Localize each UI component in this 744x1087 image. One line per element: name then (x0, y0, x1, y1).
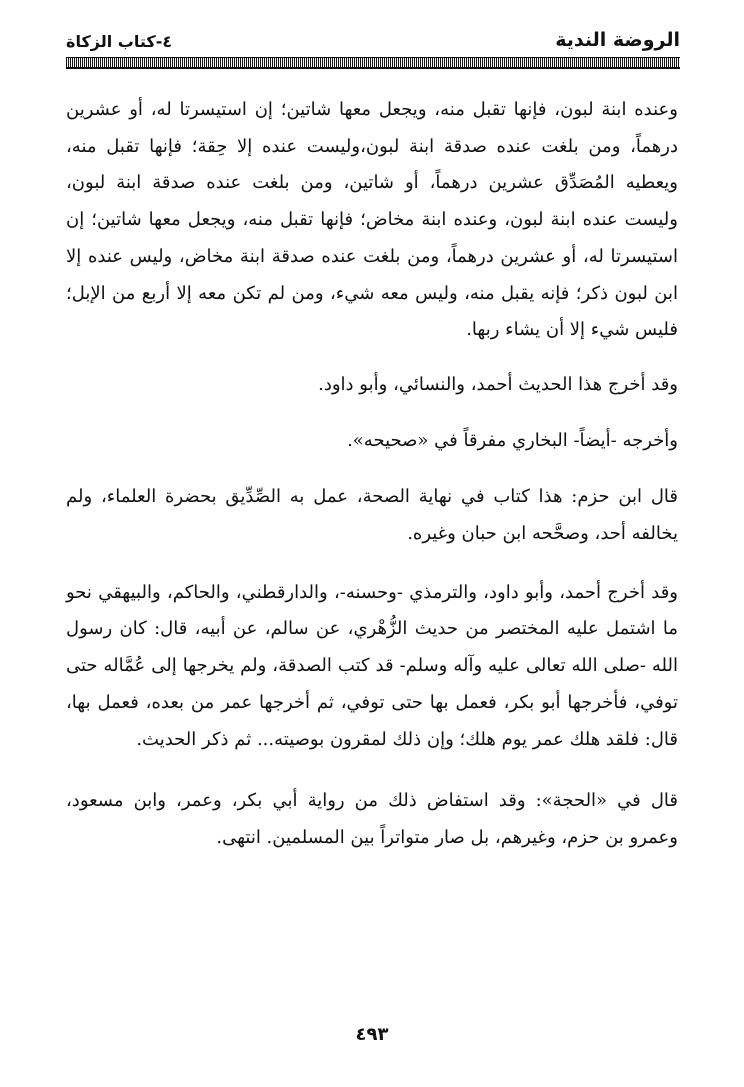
page-number: ٤٩٣ (355, 1024, 389, 1045)
paragraph-5: وقد أخرج أحمد، وأبو داود، والترمذي -وحسنه-، والدارقطني، والحاكم، والبيهقي نحو ما اشتمل عليه المختصر من حديث الزُّهْري، عن سالم، عن أبيه، قال: كان رسول الله -صلى الله تعالى عليه وآله وسلم- قد كتب الصدقة، ولم يخرجها إلى عُمَّاله حتى توفي، فأخرجها أبو بكر، فعمل بها حتى توفي، ثم أخرجها عمر من بعده، فعمل بها، قال: فلقد هلك عمر يوم هلك؛ وإن ذلك لمقرون بوصيته... ثم ذكر الحديث. (66, 581, 678, 750)
running-header (66, 26, 680, 58)
paragraph-2: وقد أخرج هذا الحديث أحمد، والنسائي، وأبو داود. (318, 373, 678, 395)
book-title: الروضة الندية (555, 29, 680, 51)
body-text (66, 92, 678, 857)
paragraph-1: وعنده ابنة لبون، فإنها تقبل منه، ويجعل معها شاتين؛ إن استيسرتا له، أو عشرين درهماً، ومن بلغت عنده صدقة ابنة لبون،وليست عنده إلا حِقة؛ فإنها تقبل منه، ويعطيه المُصَدِّق عشرين درهماً، أو شاتين، ومن بلغت عنده صدقة ابنة لبون، وليست عنده ابنة لبون، وعنده ابنة مخاض؛ فإنها تقبل منه، ويجعل معها شاتين؛ إن استيسرتا له، أو عشرين درهماً، ومن بلغت عنده صدقة ابنة مخاض، وليس عنده إلا ابن لبون ذكر؛ فإنه يقبل منه، وليس معه شيء، ومن لم تكن معه إلا أربع من الإبل؛ فليس شيء إلا أن يشاء ربها. (66, 99, 678, 341)
paragraph-4: قال ابن حزم: هذا كتاب في نهاية الصحة، عمل به الصِّدِّيق بحضرة العلماء، ولم يخالفه أحد، وصحَّحه ابن حبان وغيره. (66, 486, 678, 545)
chapter-title: ٤-كتاب الزكاة (66, 32, 173, 51)
header-rule-bottom (66, 67, 680, 69)
paragraph-3: وأخرجه -أيضاً- البخاري مفرقاً في «صحيحه». (347, 429, 678, 451)
paragraph-6: قال في «الحجة»: وقد استفاض ذلك من رواية أبي بكر، وعمر، وابن مسعود، وعمرو بن حزم، وغيرهم، بل صار متواتراً بين المسلمين. انتهى. (66, 790, 678, 848)
